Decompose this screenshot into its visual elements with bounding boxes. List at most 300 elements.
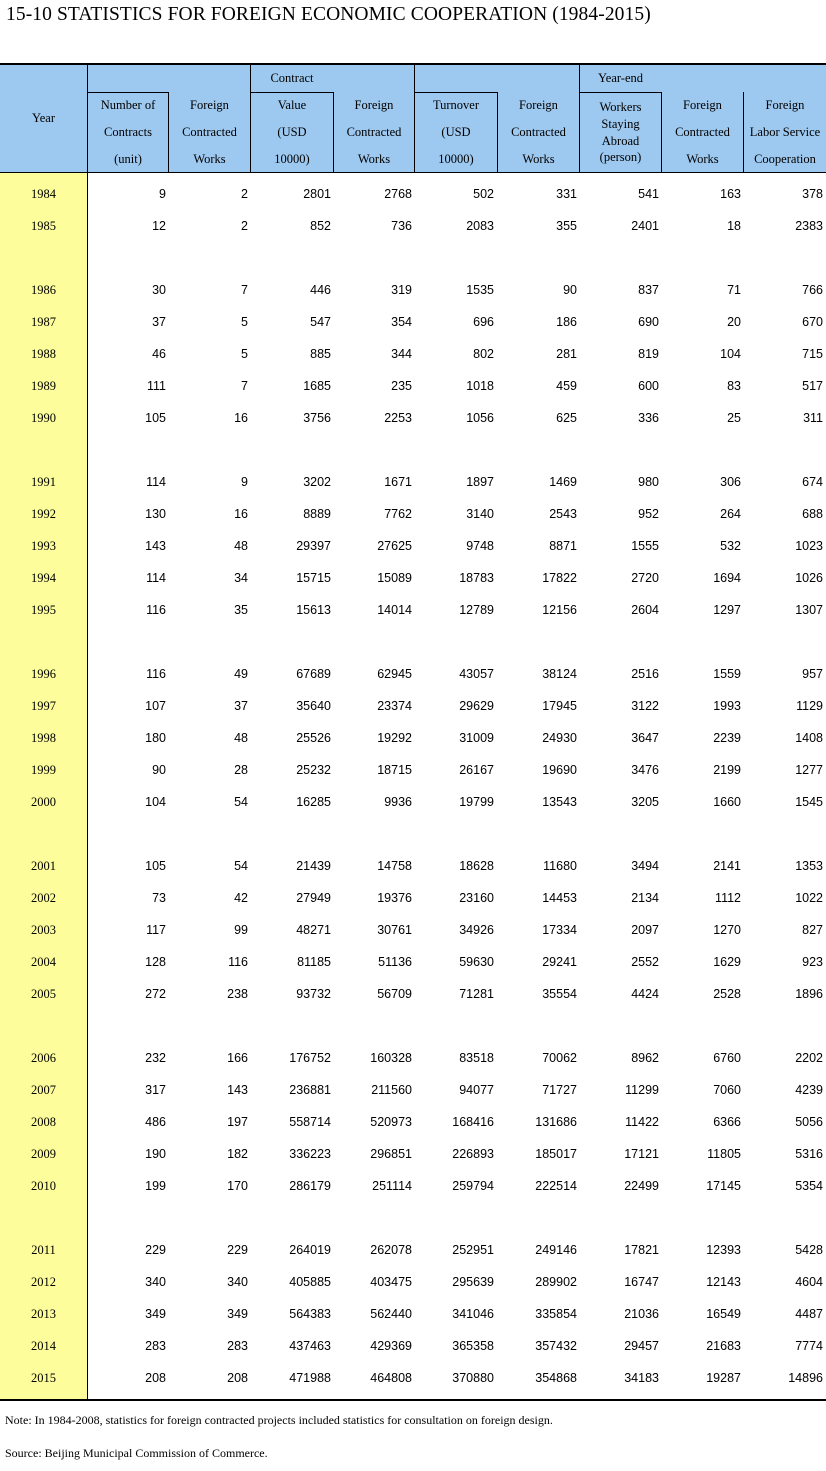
- value-cell: 2097: [631, 923, 659, 937]
- value-cell: 5428: [795, 1243, 823, 1257]
- value-cell: 471988: [289, 1371, 331, 1385]
- table-row: [0, 178, 826, 210]
- value-cell: 143: [227, 1083, 248, 1097]
- value-cell: 18783: [459, 571, 494, 585]
- value-cell: 3476: [631, 763, 659, 777]
- value-cell: 11805: [707, 1147, 741, 1161]
- value-cell: 73: [152, 891, 166, 905]
- value-cell: 674: [802, 475, 823, 489]
- table-row: [0, 530, 826, 562]
- value-cell: 5: [241, 315, 248, 329]
- source-note: Source: Beijing Municipal Commission of Commerce.: [5, 1446, 268, 1460]
- value-cell: 272: [145, 987, 166, 1001]
- value-cell: 2401: [631, 219, 659, 233]
- value-cell: 90: [563, 283, 577, 297]
- value-cell: 3140: [466, 507, 494, 521]
- value-cell: 2768: [384, 187, 412, 201]
- value-cell: 70062: [542, 1051, 577, 1065]
- header-year: Year: [31, 111, 56, 125]
- header-turnover: Turnover (USD 10000): [432, 98, 480, 166]
- value-cell: 17821: [624, 1243, 659, 1257]
- value-cell: 186: [556, 315, 577, 329]
- table-bottom-rule: [0, 1399, 826, 1401]
- value-cell: 34926: [459, 923, 494, 937]
- value-cell: 8871: [549, 539, 577, 553]
- value-cell: 12156: [542, 603, 577, 617]
- value-cell: 486: [145, 1115, 166, 1129]
- value-cell: 38124: [542, 667, 577, 681]
- header-turnover-foreign: Foreign Contracted Works: [511, 98, 566, 166]
- value-cell: 9: [241, 475, 248, 489]
- value-cell: 923: [802, 955, 823, 969]
- value-cell: 852: [310, 219, 331, 233]
- value-cell: 21683: [706, 1339, 741, 1353]
- header-workers-foreign: Foreign Contracted Works: [675, 98, 730, 166]
- value-cell: 2134: [631, 891, 659, 905]
- value-cell: 340: [145, 1275, 166, 1289]
- value-cell: 104: [720, 347, 741, 361]
- value-cell: 1129: [796, 699, 823, 713]
- value-cell: 114: [146, 571, 166, 585]
- year-cell: 1998: [31, 731, 56, 745]
- value-cell: 286179: [289, 1179, 331, 1193]
- value-cell: 7: [241, 379, 248, 393]
- value-cell: 1896: [795, 987, 823, 1001]
- value-cell: 264: [720, 507, 741, 521]
- table-row: [0, 914, 826, 946]
- value-cell: 1297: [713, 603, 741, 617]
- value-cell: 12: [152, 219, 166, 233]
- value-cell: 211560: [371, 1083, 412, 1097]
- value-cell: 357432: [535, 1339, 577, 1353]
- value-cell: 354868: [535, 1371, 577, 1385]
- value-cell: 35: [234, 603, 248, 617]
- value-cell: 1023: [795, 539, 823, 553]
- year-cell: 2015: [31, 1371, 56, 1385]
- value-cell: 17945: [542, 699, 577, 713]
- year-cell: 2010: [31, 1179, 56, 1193]
- value-cell: 25: [727, 411, 741, 425]
- value-cell: 163: [720, 187, 741, 201]
- value-cell: 980: [638, 475, 659, 489]
- table-row: [0, 1042, 826, 1074]
- value-cell: 16: [234, 411, 248, 425]
- value-cell: 885: [310, 347, 331, 361]
- value-cell: 4487: [795, 1307, 823, 1321]
- value-cell: 17145: [706, 1179, 741, 1193]
- value-cell: 30761: [377, 923, 412, 937]
- year-cell: 1988: [31, 347, 56, 361]
- value-cell: 25526: [296, 731, 331, 745]
- value-cell: 5: [241, 347, 248, 361]
- table-row: [0, 274, 826, 306]
- value-cell: 289902: [535, 1275, 577, 1289]
- value-cell: 1056: [466, 411, 494, 425]
- table-header: [0, 63, 826, 173]
- value-cell: 29397: [296, 539, 331, 553]
- value-cell: 35640: [296, 699, 331, 713]
- value-cell: 67689: [296, 667, 331, 681]
- value-cell: 29457: [624, 1339, 659, 1353]
- value-cell: 9: [159, 187, 166, 201]
- value-cell: 283: [227, 1339, 248, 1353]
- value-cell: 29241: [542, 955, 577, 969]
- value-cell: 2239: [713, 731, 741, 745]
- value-cell: 336223: [289, 1147, 331, 1161]
- table-row: [0, 1330, 826, 1362]
- value-cell: 48: [234, 731, 248, 745]
- value-cell: 562440: [370, 1307, 412, 1321]
- value-cell: 1112: [715, 891, 741, 905]
- table-row: [0, 754, 826, 786]
- table-row: [0, 946, 826, 978]
- value-cell: 46: [152, 347, 166, 361]
- header-value: Value (USD 10000): [274, 98, 310, 166]
- value-cell: 2083: [466, 219, 494, 233]
- value-cell: 7762: [384, 507, 412, 521]
- value-cell: 116: [146, 667, 166, 681]
- value-cell: 2801: [303, 187, 331, 201]
- value-cell: 520973: [370, 1115, 412, 1129]
- value-cell: 1022: [795, 891, 823, 905]
- value-cell: 6760: [713, 1051, 741, 1065]
- value-cell: 564383: [289, 1307, 331, 1321]
- value-cell: 5316: [795, 1147, 823, 1161]
- header-contracts: Number of Contracts (unit): [100, 98, 156, 166]
- value-cell: 14014: [377, 603, 412, 617]
- value-cell: 696: [473, 315, 494, 329]
- value-cell: 99: [234, 923, 248, 937]
- value-cell: 56709: [377, 987, 412, 1001]
- value-cell: 104: [145, 795, 166, 809]
- value-cell: 143: [145, 539, 166, 553]
- value-cell: 1660: [713, 795, 741, 809]
- value-cell: 378: [802, 187, 823, 201]
- value-cell: 5056: [795, 1115, 823, 1129]
- value-cell: 2141: [713, 859, 741, 873]
- value-cell: 1559: [713, 667, 741, 681]
- value-cell: 236881: [289, 1083, 331, 1097]
- value-cell: 170: [227, 1179, 248, 1193]
- table-row: [0, 786, 826, 818]
- table-row: [0, 1170, 826, 1202]
- value-cell: 12393: [706, 1243, 741, 1257]
- value-cell: 670: [802, 315, 823, 329]
- value-cell: 532: [720, 539, 741, 553]
- value-cell: 131686: [535, 1115, 577, 1129]
- value-cell: 12789: [459, 603, 494, 617]
- value-cell: 37: [152, 315, 166, 329]
- table-row: [0, 978, 826, 1010]
- value-cell: 14896: [788, 1371, 823, 1385]
- value-cell: 128: [145, 955, 166, 969]
- year-cell: 2009: [31, 1147, 56, 1161]
- table-row: [0, 594, 826, 626]
- value-cell: 93732: [296, 987, 331, 1001]
- year-cell: 2001: [31, 859, 56, 873]
- header-value-foreign: Foreign Contracted Works: [346, 98, 402, 166]
- value-cell: 19690: [542, 763, 577, 777]
- value-cell: 17822: [542, 571, 577, 585]
- value-cell: 437463: [289, 1339, 331, 1353]
- value-cell: 2253: [384, 411, 412, 425]
- value-cell: 5354: [795, 1179, 823, 1193]
- value-cell: 19376: [377, 891, 412, 905]
- value-cell: 1897: [466, 475, 494, 489]
- value-cell: 365358: [452, 1339, 494, 1353]
- value-cell: 1694: [713, 571, 741, 585]
- value-cell: 29629: [459, 699, 494, 713]
- value-cell: 1993: [713, 699, 741, 713]
- value-cell: 71281: [459, 987, 494, 1001]
- value-cell: 688: [802, 507, 823, 521]
- value-cell: 166: [227, 1051, 248, 1065]
- value-cell: 2528: [713, 987, 741, 1001]
- value-cell: 71727: [542, 1083, 577, 1097]
- value-cell: 49: [234, 667, 248, 681]
- table-row: [0, 370, 826, 402]
- value-cell: 331: [556, 187, 577, 201]
- value-cell: 11299: [625, 1083, 659, 1097]
- value-cell: 340: [227, 1275, 248, 1289]
- value-cell: 541: [638, 187, 659, 201]
- value-cell: 1671: [384, 475, 412, 489]
- value-cell: 429369: [370, 1339, 412, 1353]
- value-cell: 19799: [459, 795, 494, 809]
- value-cell: 197: [227, 1115, 248, 1129]
- year-cell: 1985: [31, 219, 56, 233]
- value-cell: 600: [638, 379, 659, 393]
- value-cell: 1307: [795, 603, 823, 617]
- year-cell: 2008: [31, 1115, 56, 1129]
- year-cell: 2007: [31, 1083, 56, 1097]
- value-cell: 116: [146, 603, 166, 617]
- value-cell: 317: [145, 1083, 166, 1097]
- value-cell: 370880: [452, 1371, 494, 1385]
- value-cell: 311: [803, 411, 823, 425]
- value-cell: 25232: [296, 763, 331, 777]
- value-cell: 251114: [372, 1179, 412, 1193]
- year-cell: 2014: [31, 1339, 56, 1353]
- table-row: [0, 1234, 826, 1266]
- value-cell: 819: [638, 347, 659, 361]
- year-cell: 2005: [31, 987, 56, 1001]
- value-cell: 2516: [631, 667, 659, 681]
- table-row: [0, 1074, 826, 1106]
- value-cell: 319: [391, 283, 412, 297]
- value-cell: 295639: [452, 1275, 494, 1289]
- value-cell: 48271: [296, 923, 331, 937]
- value-cell: 4424: [631, 987, 659, 1001]
- value-cell: 27625: [377, 539, 412, 553]
- header-workers: Workers Staying Abroad (person): [599, 100, 642, 164]
- year-cell: 1999: [31, 763, 56, 777]
- table-row: [0, 338, 826, 370]
- value-cell: 1408: [795, 731, 823, 745]
- value-cell: 15613: [296, 603, 331, 617]
- value-cell: 226893: [452, 1147, 494, 1161]
- value-cell: 4239: [795, 1083, 823, 1097]
- year-cell: 1991: [31, 475, 56, 489]
- value-cell: 2720: [631, 571, 659, 585]
- value-cell: 1353: [795, 859, 823, 873]
- value-cell: 51136: [378, 955, 412, 969]
- value-cell: 2202: [795, 1051, 823, 1065]
- value-cell: 952: [638, 507, 659, 521]
- value-cell: 18: [727, 219, 741, 233]
- value-cell: 22499: [624, 1179, 659, 1193]
- value-cell: 4604: [795, 1275, 823, 1289]
- year-cell: 2006: [31, 1051, 56, 1065]
- value-cell: 34: [234, 571, 248, 585]
- value-cell: 83518: [459, 1051, 494, 1065]
- value-cell: 502: [473, 187, 494, 201]
- value-cell: 180: [145, 731, 166, 745]
- value-cell: 7: [241, 283, 248, 297]
- year-cell: 1989: [31, 379, 56, 393]
- value-cell: 229: [145, 1243, 166, 1257]
- value-cell: 1469: [549, 475, 577, 489]
- value-cell: 16549: [706, 1307, 741, 1321]
- value-cell: 344: [391, 347, 412, 361]
- value-cell: 35554: [542, 987, 577, 1001]
- value-cell: 208: [227, 1371, 248, 1385]
- year-cell: 2000: [31, 795, 56, 809]
- value-cell: 3494: [631, 859, 659, 873]
- value-cell: 94077: [459, 1083, 494, 1097]
- value-cell: 264019: [289, 1243, 331, 1257]
- value-cell: 229: [227, 1243, 248, 1257]
- value-cell: 28: [234, 763, 248, 777]
- value-cell: 1685: [303, 379, 331, 393]
- year-cell: 1995: [31, 603, 56, 617]
- value-cell: 27949: [296, 891, 331, 905]
- header-contract-group: Contract: [270, 71, 314, 85]
- value-cell: 3122: [631, 699, 659, 713]
- value-cell: 1270: [713, 923, 741, 937]
- value-cell: 26167: [459, 763, 494, 777]
- year-cell: 2003: [31, 923, 56, 937]
- value-cell: 16285: [296, 795, 331, 809]
- value-cell: 2: [241, 187, 248, 201]
- year-cell: 2012: [31, 1275, 56, 1289]
- value-cell: 42: [234, 891, 248, 905]
- value-cell: 2543: [549, 507, 577, 521]
- value-cell: 117: [146, 923, 166, 937]
- value-cell: 3756: [303, 411, 331, 425]
- value-cell: 160328: [370, 1051, 412, 1065]
- value-cell: 281: [556, 347, 577, 361]
- value-cell: 11422: [625, 1115, 659, 1129]
- value-cell: 690: [638, 315, 659, 329]
- value-cell: 208: [145, 1371, 166, 1385]
- value-cell: 13543: [542, 795, 577, 809]
- value-cell: 190: [145, 1147, 166, 1161]
- value-cell: 349: [145, 1307, 166, 1321]
- value-cell: 446: [310, 283, 331, 297]
- value-cell: 83: [727, 379, 741, 393]
- value-cell: 111: [146, 379, 166, 393]
- value-cell: 354: [391, 315, 412, 329]
- value-cell: 30: [152, 283, 166, 297]
- value-cell: 262078: [370, 1243, 412, 1257]
- header-workers-labor: Foreign Labor Service Cooperation: [749, 98, 821, 166]
- table-row: [0, 1266, 826, 1298]
- value-cell: 335854: [535, 1307, 577, 1321]
- value-cell: 18628: [459, 859, 494, 873]
- value-cell: 802: [473, 347, 494, 361]
- value-cell: 21439: [296, 859, 331, 873]
- footnote: Note: In 1984-2008, statistics for foreign contracted projects included statistics for consultation on foreign design.: [5, 1413, 553, 1427]
- value-cell: 306: [720, 475, 741, 489]
- value-cell: 259794: [452, 1179, 494, 1193]
- value-cell: 18715: [377, 763, 412, 777]
- value-cell: 54: [234, 859, 248, 873]
- value-cell: 1018: [466, 379, 494, 393]
- value-cell: 23374: [377, 699, 412, 713]
- value-cell: 2383: [795, 219, 823, 233]
- value-cell: 19287: [706, 1371, 741, 1385]
- value-cell: 1555: [631, 539, 659, 553]
- value-cell: 3647: [631, 731, 659, 745]
- year-cell: 1987: [31, 315, 56, 329]
- value-cell: 283: [145, 1339, 166, 1353]
- value-cell: 2604: [631, 603, 659, 617]
- value-cell: 766: [802, 283, 823, 297]
- table-row: [0, 1362, 826, 1394]
- value-cell: 16: [234, 507, 248, 521]
- header-yearend-group: Year-end: [598, 71, 643, 85]
- value-cell: 19292: [377, 731, 412, 745]
- value-cell: 81185: [297, 955, 331, 969]
- value-cell: 625: [556, 411, 577, 425]
- value-cell: 715: [802, 347, 823, 361]
- value-cell: 517: [802, 379, 823, 393]
- value-cell: 59630: [459, 955, 494, 969]
- year-cell: 1992: [31, 507, 56, 521]
- value-cell: 90: [152, 763, 166, 777]
- value-cell: 238: [227, 987, 248, 1001]
- value-cell: 168416: [452, 1115, 494, 1129]
- value-cell: 43057: [459, 667, 494, 681]
- page-title: 15-10 STATISTICS FOR FOREIGN ECONOMIC COOPERATION (1984-2015): [6, 4, 651, 25]
- value-cell: 48: [234, 539, 248, 553]
- year-cell: 1984: [31, 187, 56, 201]
- value-cell: 1277: [795, 763, 823, 777]
- table-row: [0, 690, 826, 722]
- value-cell: 296851: [370, 1147, 412, 1161]
- table-row: [0, 882, 826, 914]
- year-cell: 2011: [31, 1243, 56, 1257]
- table-row: [0, 498, 826, 530]
- value-cell: 24930: [542, 731, 577, 745]
- table-row: [0, 850, 826, 882]
- value-cell: 827: [802, 923, 823, 937]
- table-row: [0, 658, 826, 690]
- value-cell: 9936: [384, 795, 412, 809]
- value-cell: 464808: [370, 1371, 412, 1385]
- value-cell: 21036: [624, 1307, 659, 1321]
- value-cell: 2199: [713, 763, 741, 777]
- value-cell: 8962: [631, 1051, 659, 1065]
- value-cell: 31009: [459, 731, 494, 745]
- value-cell: 341046: [452, 1307, 494, 1321]
- value-cell: 249146: [535, 1243, 577, 1257]
- table-row: [0, 210, 826, 242]
- year-cell: 1986: [31, 283, 56, 297]
- value-cell: 2: [241, 219, 248, 233]
- year-cell: 1997: [31, 699, 56, 713]
